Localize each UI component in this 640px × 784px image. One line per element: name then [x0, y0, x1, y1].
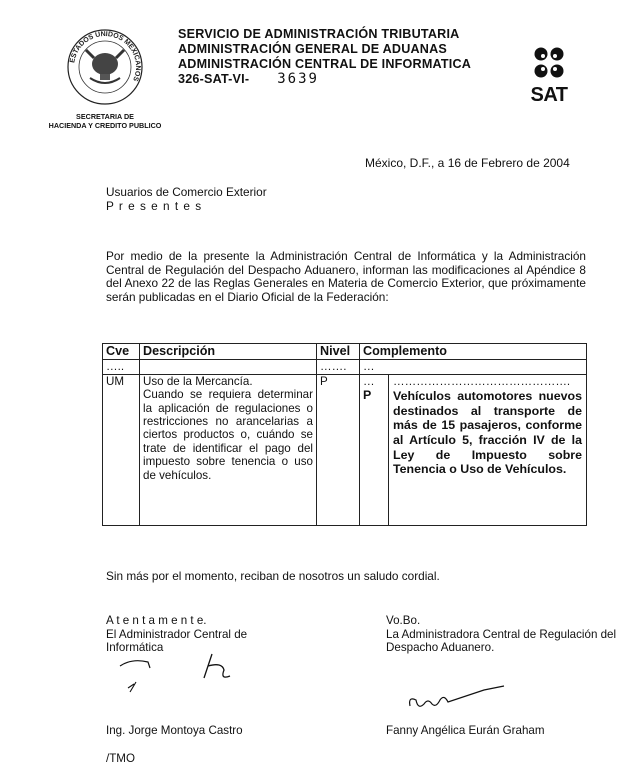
- signature-right-icon: [404, 680, 524, 720]
- body-paragraph: Por medio de la presente la Administración Central de Informática y la Administración Central de Regulación del Despacho Aduanero, informan las modificaciones al Apéndice 8 del Anexo 22 de las Reglas Generales en Materia de Comercio Exterior, que próximamente serán publicadas en el Diario Oficial de la Federación:: [106, 249, 586, 304]
- comp-sub-level: P: [363, 388, 372, 403]
- header-line3: ADMINISTRACIÓN CENTRAL DE INFORMATICA: [178, 57, 472, 71]
- recipients-line2: P r e s e n t e s: [106, 198, 203, 213]
- signer-right-title-line1: La Administradora Central de Regulación del: [386, 627, 617, 641]
- sat-logo-dots-icon: [520, 46, 578, 80]
- table-row: [103, 374, 587, 525]
- cell-descripcion: [140, 374, 317, 525]
- shcp-seal: [66, 28, 144, 106]
- header-line1: SERVICIO DE ADMINISTRACIÓN TRIBUTARIA: [178, 27, 460, 41]
- reference-prefix: 326-SAT-VI-: [178, 72, 250, 86]
- seal-caption-line1: SECRETARIA DE: [76, 112, 134, 121]
- comp-sub-dots: …: [363, 374, 375, 388]
- letterhead: [178, 27, 471, 87]
- col-header-complemento: Complemento: [360, 344, 587, 360]
- header-line2: ADMINISTRACIÓN GENERAL DE ADUANAS: [178, 42, 447, 56]
- dots-comp: …: [360, 360, 587, 374]
- letter-date: México, D.F., a 16 de Febrero de 2004: [365, 156, 570, 170]
- signature-left-icon: [112, 648, 252, 700]
- col-header-nivel: Nivel: [317, 344, 360, 360]
- dots-nivel: …….: [317, 360, 360, 374]
- appendix-table: [102, 343, 587, 526]
- seal-caption-line2: HACIENDA Y CREDITO PUBLICO: [48, 121, 162, 130]
- signer-right-block: [386, 614, 636, 655]
- cell-complemento: [360, 374, 587, 525]
- signer-left-salutation: A t e n t a m e n t e.: [106, 614, 207, 627]
- recipients-line1: Usuarios de Comercio Exterior: [106, 185, 267, 199]
- seal-caption: [30, 112, 180, 130]
- table-header-row: [103, 344, 587, 360]
- cell-nivel: P: [317, 374, 360, 525]
- closing-line: Sin más por el momento, reciban de nosotros un saludo cordial.: [106, 569, 440, 583]
- sat-logo: [520, 46, 578, 105]
- signer-left-title-line1: El Administrador Central de: [106, 627, 248, 641]
- signer-left-name: Ing. Jorge Montoya Castro: [106, 724, 243, 737]
- seal-ring-text: ESTADOS UNIDOS MEXICANOS: [69, 30, 142, 83]
- desc-title: Uso de la Mercancía.: [143, 374, 253, 388]
- dots-desc: [140, 360, 317, 374]
- table-dots-row: [103, 360, 587, 374]
- dots-cve: …..: [103, 360, 140, 374]
- col-header-cve: Cve: [103, 344, 140, 360]
- cell-cve: UM: [103, 374, 140, 525]
- recipients: [106, 186, 267, 214]
- signer-right-name: Fanny Angélica Eurán Graham: [386, 724, 545, 737]
- signer-left-title-line2: Informática: [106, 641, 164, 655]
- signer-right-salutation: Vo.Bo.: [386, 614, 421, 627]
- comp-text: Vehículos automotores nuevos destinados al transporte de más de 15 pasajeros, conforme al Artículo 5, fracción IV de la Ley de Impuesto sobre Tenencia o Uso de Vehículos.: [393, 389, 582, 477]
- reference-number: 3639: [277, 71, 319, 87]
- sat-logo-text: SAT: [530, 84, 568, 106]
- col-header-descripcion: Descripción: [140, 344, 317, 360]
- signer-right-title-line2: Despacho Aduanero.: [386, 641, 495, 655]
- typist-initials: /TMO: [106, 752, 135, 765]
- desc-body: Cuando se requiera determinar la aplicación de regulaciones o restricciones no arancelarias a ciertos productos o, cuándo se trate de identificar el pago del impuesto sobre tenencia o uso de vehículos.: [143, 388, 313, 482]
- comp-top-dots: ……………………………………….: [393, 374, 571, 388]
